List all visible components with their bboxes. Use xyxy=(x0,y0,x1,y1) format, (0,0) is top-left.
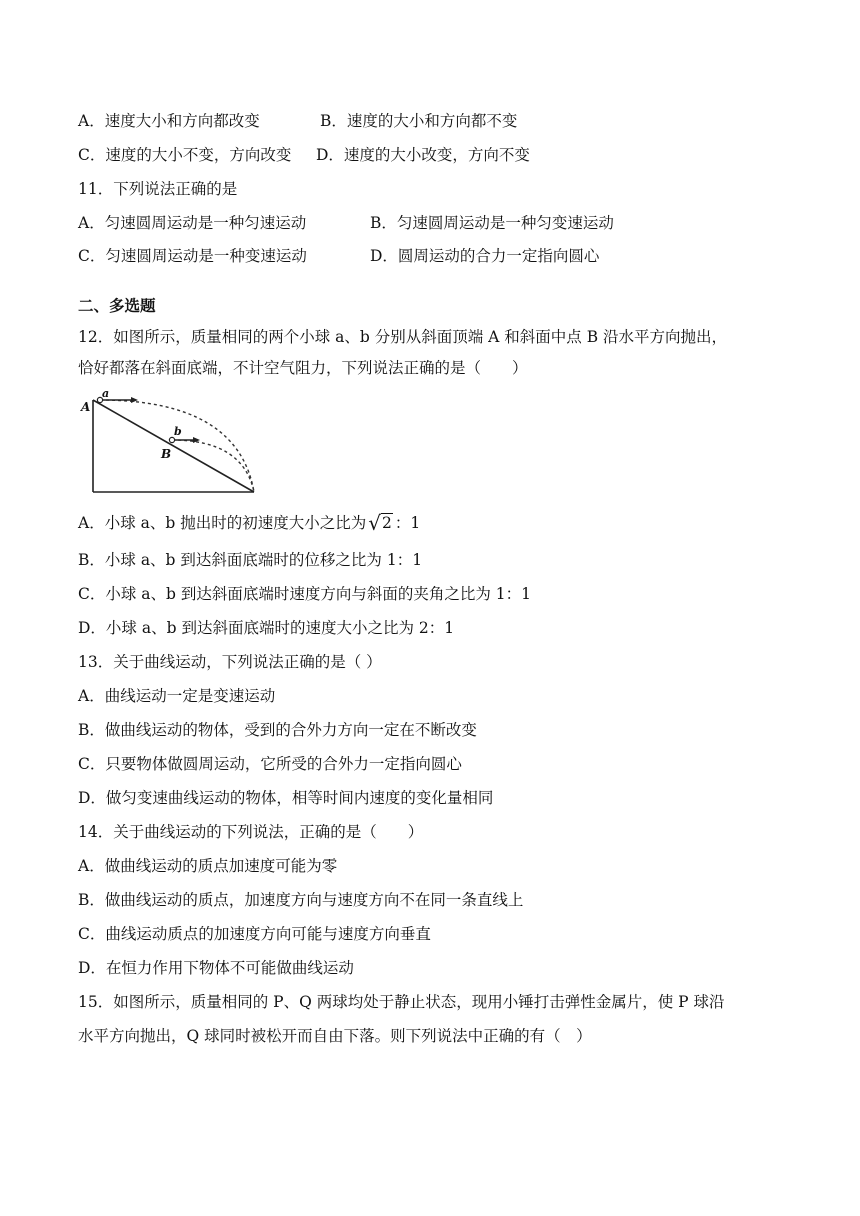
q12-option-a xyxy=(78,513,420,533)
q11-option-c: C．匀速圆周运动是一种变速运动 xyxy=(78,247,307,265)
ball-b xyxy=(169,437,174,442)
q11-option-d: D．圆周运动的合力一定指向圆心 xyxy=(370,247,600,265)
label-a: a xyxy=(102,388,110,400)
q14-option-c: C．曲线运动质点的加速度方向可能与速度方向垂直 xyxy=(78,925,431,943)
section-heading: 二、多选题 xyxy=(78,296,156,315)
q10-option-a: A．速度大小和方向都改变 xyxy=(78,112,260,130)
q12-option-a-ratio: ：1 xyxy=(394,514,421,532)
q15-stem-line2: 水平方向抛出，Q 球同时被松开而自由下落。则下列说法中正确的有（ ） xyxy=(78,1027,592,1045)
label-A: A xyxy=(81,400,91,414)
q12-option-b: B．小球 a、b 到达斜面底端时的位移之比为 1：1 xyxy=(78,551,423,569)
q13-option-c: C．只要物体做圆周运动，它所受的合外力一定指向圆心 xyxy=(78,755,462,773)
incline-figure xyxy=(78,388,263,498)
q12-option-c: C．小球 a、b 到达斜面底端时速度方向与斜面的夹角之比为 1：1 xyxy=(78,585,532,603)
label-B: B xyxy=(161,447,172,461)
q14-option-d: D．在恒力作用下物体不可能做曲线运动 xyxy=(78,959,354,977)
q14-stem: 14．关于曲线运动的下列说法，正确的是（ ） xyxy=(78,823,424,841)
q11-option-a: A．匀速圆周运动是一种匀速运动 xyxy=(78,214,307,232)
q10-option-d: D．速度的大小改变，方向不变 xyxy=(316,146,530,164)
q10-option-c: C．速度的大小不变，方向改变 xyxy=(78,146,292,164)
q14-option-b: B．做曲线运动的质点，加速度方向与速度方向不在同一条直线上 xyxy=(78,891,524,909)
q13-option-a: A．曲线运动一定是变速运动 xyxy=(78,687,276,705)
q14-option-a: A．做曲线运动的质点加速度可能为零 xyxy=(78,857,338,875)
q11-option-b: B．匀速圆周运动是一种匀变速运动 xyxy=(370,214,614,232)
incline-slope-edge xyxy=(93,400,254,492)
sqrt-symbol: √2 xyxy=(368,511,392,535)
label-b: b xyxy=(174,425,182,438)
sqrt-radicand: 2 xyxy=(381,514,392,532)
q12-option-d: D．小球 a、b 到达斜面底端时的速度大小之比为 2：1 xyxy=(78,619,455,637)
q13-option-b: B．做曲线运动的物体，受到的合外力方向一定在不断改变 xyxy=(78,721,477,739)
q12-stem-line2: 恰好都落在斜面底端，不计空气阻力，下列说法正确的是（ ） xyxy=(78,359,528,377)
q11-stem: 11．下列说法正确的是 xyxy=(78,180,238,198)
q12-stem-line1: 12．如图所示，质量相同的两个小球 a、b 分别从斜面顶端 A 和斜面中点 B 沿水平方向抛出， xyxy=(78,328,728,346)
q10-option-b: B．速度的大小和方向都不变 xyxy=(320,112,518,130)
q13-stem: 13．关于曲线运动，下列说法正确的是（ ） xyxy=(78,653,382,671)
q15-stem-line1: 15．如图所示，质量相同的 P、Q 两球均处于静止状态，现用小锤打击弹性金属片，使 P 球沿 xyxy=(78,993,725,1011)
q13-option-d: D．做匀变速曲线运动的物体，相等时间内速度的变化量相同 xyxy=(78,789,494,807)
q12-option-a-text: A．小球 a、b 抛出时的初速度大小之比为 xyxy=(78,514,367,532)
